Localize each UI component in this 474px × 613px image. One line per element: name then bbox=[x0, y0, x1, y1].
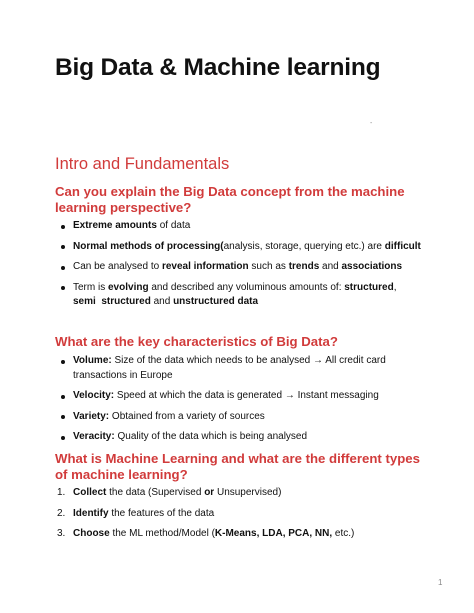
question-heading-big-data-concept: Can you explain the Big Data concept from the machine learning perspective? bbox=[55, 184, 405, 215]
list-item: Term is evolving and described any voluminous amounts of: structured, semi structured and unstructured data bbox=[55, 281, 425, 310]
question-heading-key-characteristics: What are the key characteristics of Big Data? bbox=[55, 334, 338, 349]
list-item: Variety: Obtained from a variety of sources bbox=[55, 410, 425, 425]
machine-learning-steps-list bbox=[55, 486, 425, 548]
list-item: Velocity: Speed at which the data is generated → Instant messaging bbox=[55, 389, 425, 404]
list-item: Veracity: Quality of the data which is being analysed bbox=[55, 430, 425, 445]
list-item: Volume: Size of the data which needs to be analysed → All credit card transactions in Europe bbox=[55, 354, 425, 383]
page-title: Big Data & Machine learning bbox=[55, 54, 381, 81]
section-heading-intro: Intro and Fundamentals bbox=[55, 155, 230, 173]
list-item: 2. Identify the features of the data bbox=[57, 507, 215, 519]
list-item: Extreme amounts of data bbox=[55, 219, 425, 234]
list-item: 1. Collect the data (Supervised or Unsupervised) bbox=[57, 487, 282, 498]
page-number: 1 bbox=[438, 578, 443, 587]
list-item: Normal methods of processing(analysis, storage, querying etc.) are difficult bbox=[55, 240, 425, 255]
key-characteristics-list bbox=[55, 354, 425, 451]
list-item: 3. Choose the ML method/Model (K-Means, LDA, PCA, NN, etc.) bbox=[57, 528, 355, 539]
question-heading-machine-learning: What is Machine Learning and what are the different types of machine learning? bbox=[55, 451, 420, 482]
stray-mark: - bbox=[370, 120, 373, 127]
list-item: Can be analysed to reveal information such as trends and associations bbox=[55, 260, 425, 275]
big-data-concept-list bbox=[55, 219, 425, 316]
